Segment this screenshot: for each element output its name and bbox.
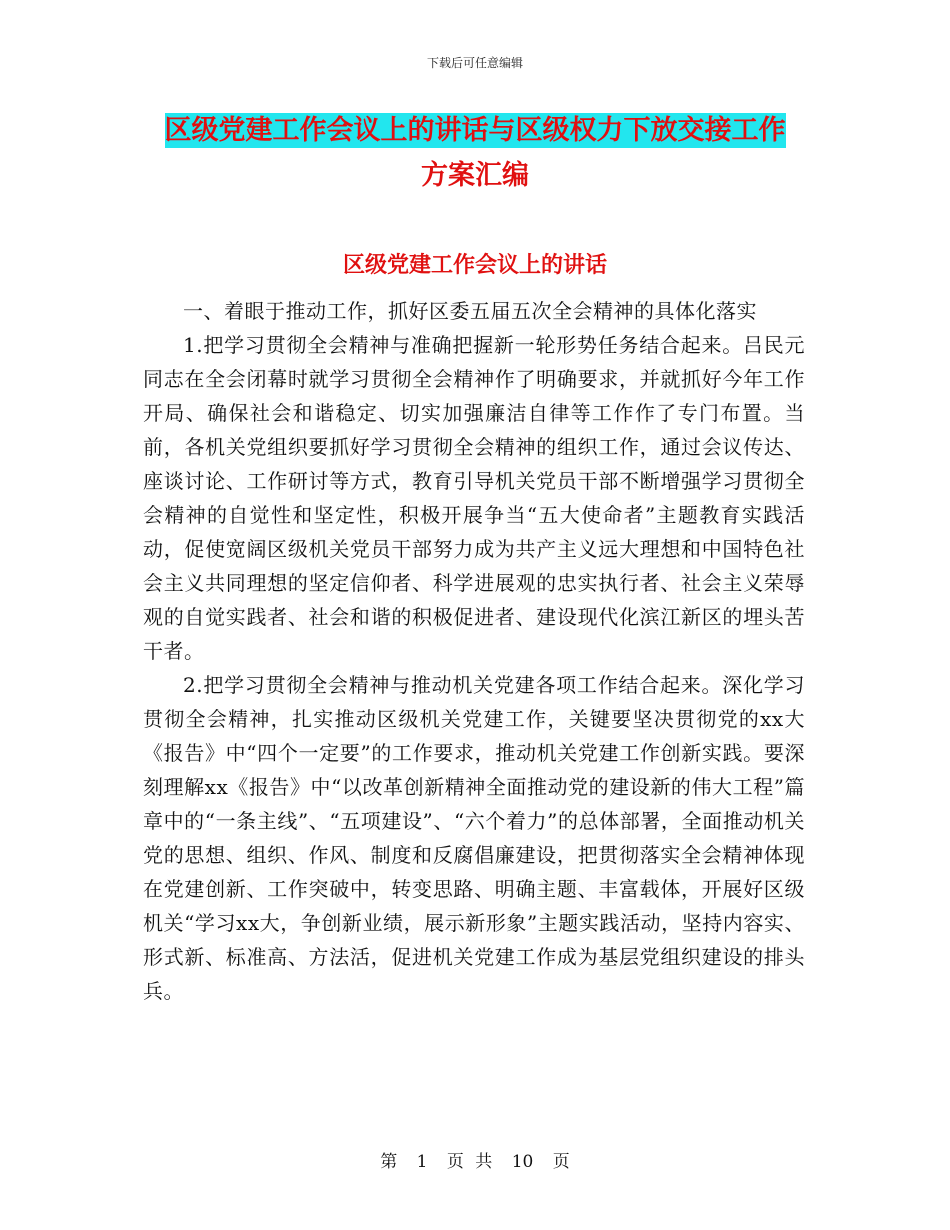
footer-page-number: 1 [416, 1152, 428, 1172]
paragraph-1: 1.把学习贯彻全会精神与准确把握新一轮形势任务结合起来。吕民元同志在全会闭幕时就学习贯彻全会精神作了明确要求，并就抓好今年工作开局、确保社会和谐稳定、切实加强廉洁自律等工作作了专门布置。当前，各机关党组织要抓好学习贯彻全会精神的组织工作，通过会议传达、座谈讨论、工作研讨等方式，教育引导机关党员干部不断增强学习贯彻全会精神的自觉性和坚定性，积极开展争当“五大使命者”主题教育实践活动，促使宽阔区级机关党员干部努力成为共产主义远大理想和中国特色社会主义共同理想的坚定信仰者、科学进展观的忠实执行者、社会主义荣辱观的自觉实践者、社会和谐的积极促进者、建设现代化滨江新区的埋头苦干者。 [143, 333, 805, 663]
page-footer [0, 1147, 950, 1172]
footer-prefix: 第 [380, 1152, 398, 1172]
header-note: 下载后可任意编辑 [426, 56, 523, 70]
body-text [143, 294, 805, 1008]
paragraph-2: 2.把学习贯彻全会精神与推动机关党建各项工作结合起来。深化学习贯彻全会精神，扎实推动区级机关党建工作，关键要坚决贯彻党的xx大《报告》中“四个一定要”的工作要求，推动机关党建工作创新实践。要深刻理解xx《报告》中“以改革创新精神全面推动党的建设新的伟大工程”篇章中的“一条主线”、“五项建设”、“六个着力”的总体部署，全面推动机关党的思想、组织、作风、制度和反腐倡廉建设，把贯彻落实全会精神体现在党建创新、工作突破中，转变思路、明确主题、丰富载体，开展好区级机关“学习xx大，争创新业绩，展示新形象”主题实践活动，坚持内容实、形式新、标准高、方法活，促进机关党建工作成为基层党组织建设的排头兵。 [143, 673, 805, 1003]
title-line-1: 区级党建工作会议上的讲话与区级权力下放交接工作 [164, 115, 786, 146]
footer-suffix: 页 [552, 1152, 570, 1172]
footer-total-pages: 10 [511, 1152, 534, 1172]
section-title: 区级党建工作会议上的讲话 [342, 252, 607, 278]
document-title [140, 108, 810, 198]
footer-mid: 页 共 [446, 1152, 493, 1172]
title-line-2: 方案汇编 [421, 160, 529, 191]
paragraph-heading: 一、着眼于推动工作，抓好区委五届五次全会精神的具体化落实 [183, 299, 757, 323]
